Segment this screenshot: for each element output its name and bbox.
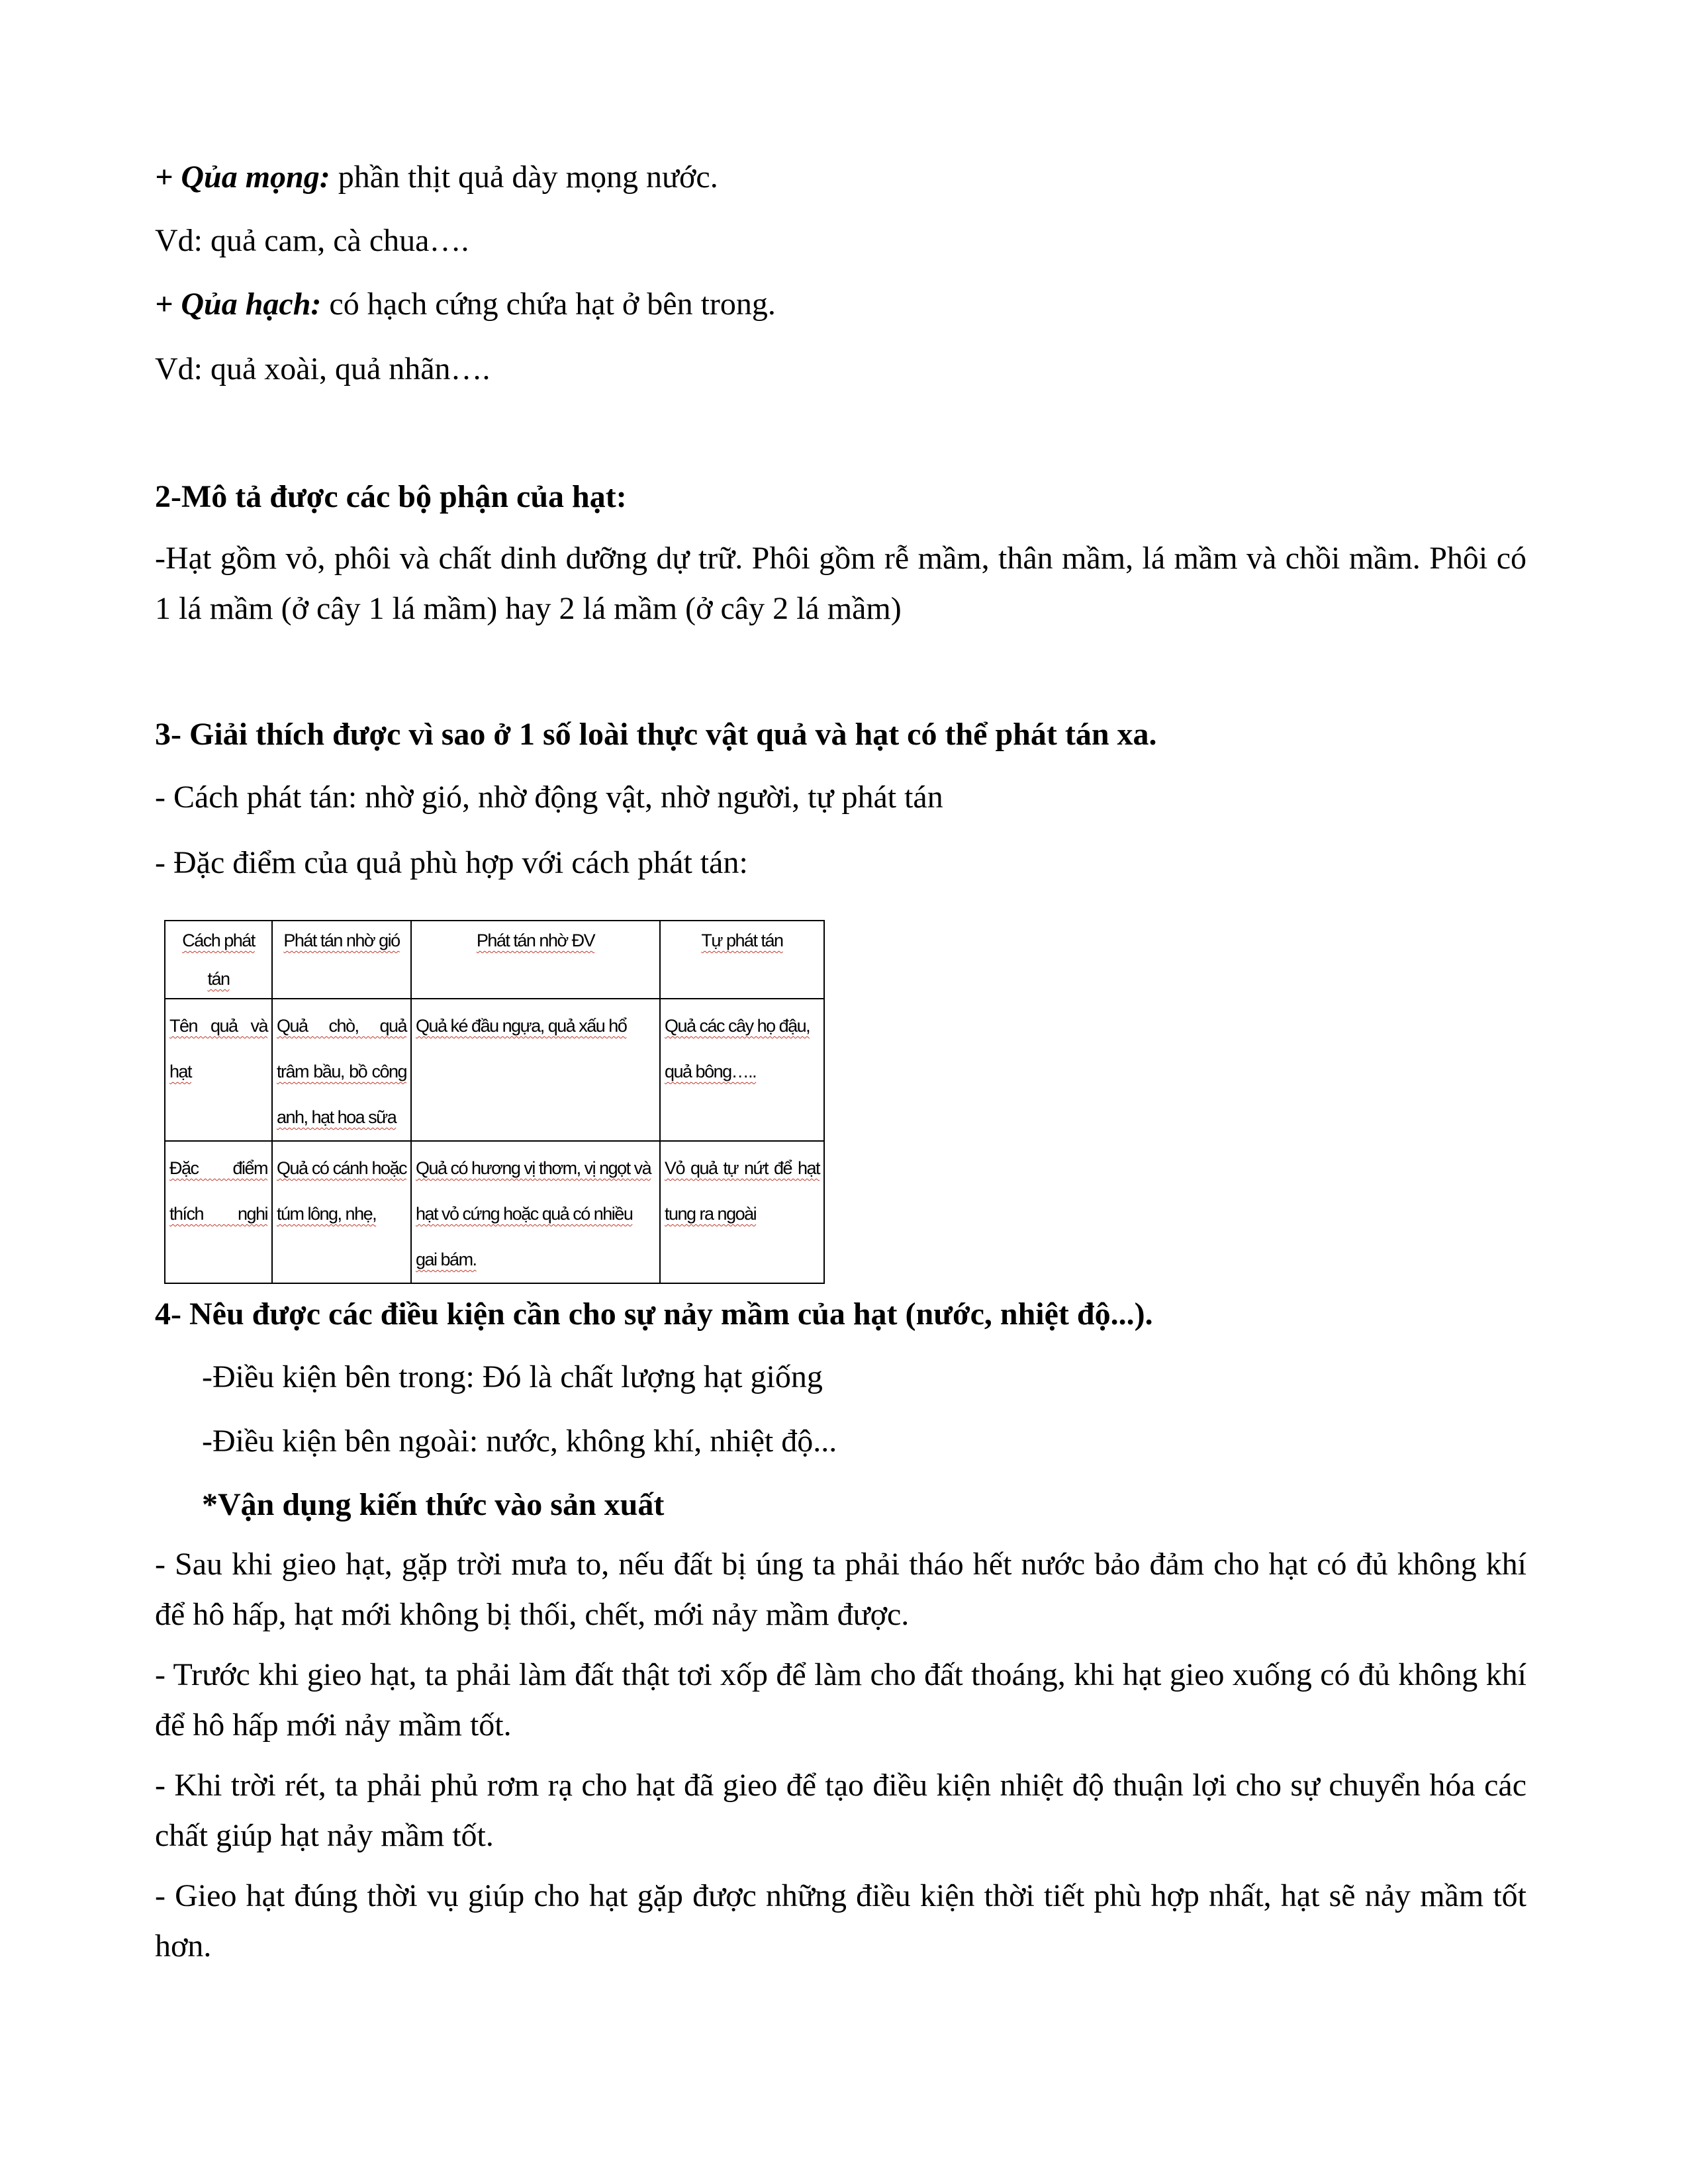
apply-paragraph: - Sau khi gieo hạt, gặp trời mưa to, nếu đất bị úng ta phải tháo hết nước bảo đảm cho hạt có đủ không khí để hô hấp, hạt mới không bị thối, chết, mới nảy mầm được.: [155, 1547, 1526, 1632]
apply-paragraph: - Khi trời rét, ta phải phủ rơm rạ cho hạt đã gieo để tạo điều kiện nhiệt độ thuận lợi cho sự chuyển hóa các chất giúp hạt nảy mầm tốt.: [155, 1768, 1526, 1853]
table-row-label: Đặc điểm thích nghi: [165, 1141, 272, 1283]
table-cell: Quả ké đầu ngựa, quả xấu hổ: [411, 999, 660, 1141]
section2-heading: 2-Mô tả được các bộ phận của hạt:: [155, 479, 627, 514]
qua-hach-text: có hạch cứng chứa hạt ở bên trong.: [321, 287, 776, 322]
qua-hach-label: + Qủa hạch:: [155, 287, 322, 322]
qua-hach-line: [155, 286, 776, 323]
table-header-cell: Tự phát tán: [660, 921, 824, 999]
table-header-cell: Phát tán nhờ ĐV: [411, 921, 660, 999]
table-cell: Quả các cây họ đậu, quả bông…..: [660, 999, 824, 1141]
qua-mong-label: + Qủa mọng:: [155, 159, 330, 195]
section4-heading: 4- Nêu được các điều kiện cần cho sự nảy mầm của hạt (nước, nhiệt độ...).: [155, 1297, 1153, 1332]
table-header-cell: Cách phát tán: [165, 921, 272, 999]
table-cell: Quả có cánh hoặc túm lông, nhẹ,: [272, 1141, 411, 1283]
section3-heading: 3- Giải thích được vì sao ở 1 số loài thực vật quả và hạt có thể phát tán xa.: [155, 717, 1157, 752]
outer-condition: -Điều kiện bên ngoài: nước, không khí, nhiệt độ...: [202, 1424, 837, 1459]
table-row: [165, 1141, 824, 1283]
table-row-label: Tên quả và hạt: [165, 999, 272, 1141]
table-cell: Quả chò, quả trâm bầu, bồ công anh, hạt hoa sữa: [272, 999, 411, 1141]
apply-paragraph: - Gieo hạt đúng thời vụ giúp cho hạt gặp được những điều kiện thời tiết phù hợp nhất, hạt sẽ nảy mầm tốt hơn.: [155, 1878, 1526, 1964]
qua-hach-example: Vd: quả xoài, quả nhãn….: [155, 351, 491, 387]
apply-heading: *Vận dụng kiến thức vào sản xuất: [202, 1487, 665, 1522]
table-header-row: [165, 921, 824, 999]
section3-line1: - Cách phát tán: nhờ gió, nhờ động vật, nhờ người, tự phát tán: [155, 780, 943, 815]
section3-line2: - Đặc điểm của quả phù hợp với cách phát tán:: [155, 845, 748, 880]
section2-paragraph: -Hạt gồm vỏ, phôi và chất dinh dưỡng dự trữ. Phôi gồm rễ mầm, thân mầm, lá mầm và chồi mầm. Phôi có 1 lá mầm (ở cây 1 lá mầm) hay 2 lá mầm (ở cây 2 lá mầm): [155, 541, 1526, 626]
table-cell: Vỏ quả tự nứt để hạt tung ra ngoài: [660, 1141, 824, 1283]
apply-paragraph: - Trước khi gieo hạt, ta phải làm đất thật tơi xốp để làm cho đất thoáng, khi hạt gieo xuống có đủ không khí để hô hấp mới nảy mầm tốt.: [155, 1657, 1526, 1743]
table-header-cell: Phát tán nhờ gió: [272, 921, 411, 999]
inner-condition: -Điều kiện bên trong: Đó là chất lượng hạt giống: [202, 1359, 823, 1394]
dispersal-table: [164, 920, 825, 1284]
table-cell: Quả có hương vị thơm, vị ngọt và hạt vỏ cứng hoặc quả có nhiều gai bám.: [411, 1141, 660, 1283]
qua-mong-line: [155, 159, 718, 196]
qua-mong-example: Vd: quả cam, cà chua….: [155, 223, 469, 258]
table-row: [165, 999, 824, 1141]
qua-mong-text: phần thịt quả dày mọng nước.: [330, 159, 718, 195]
